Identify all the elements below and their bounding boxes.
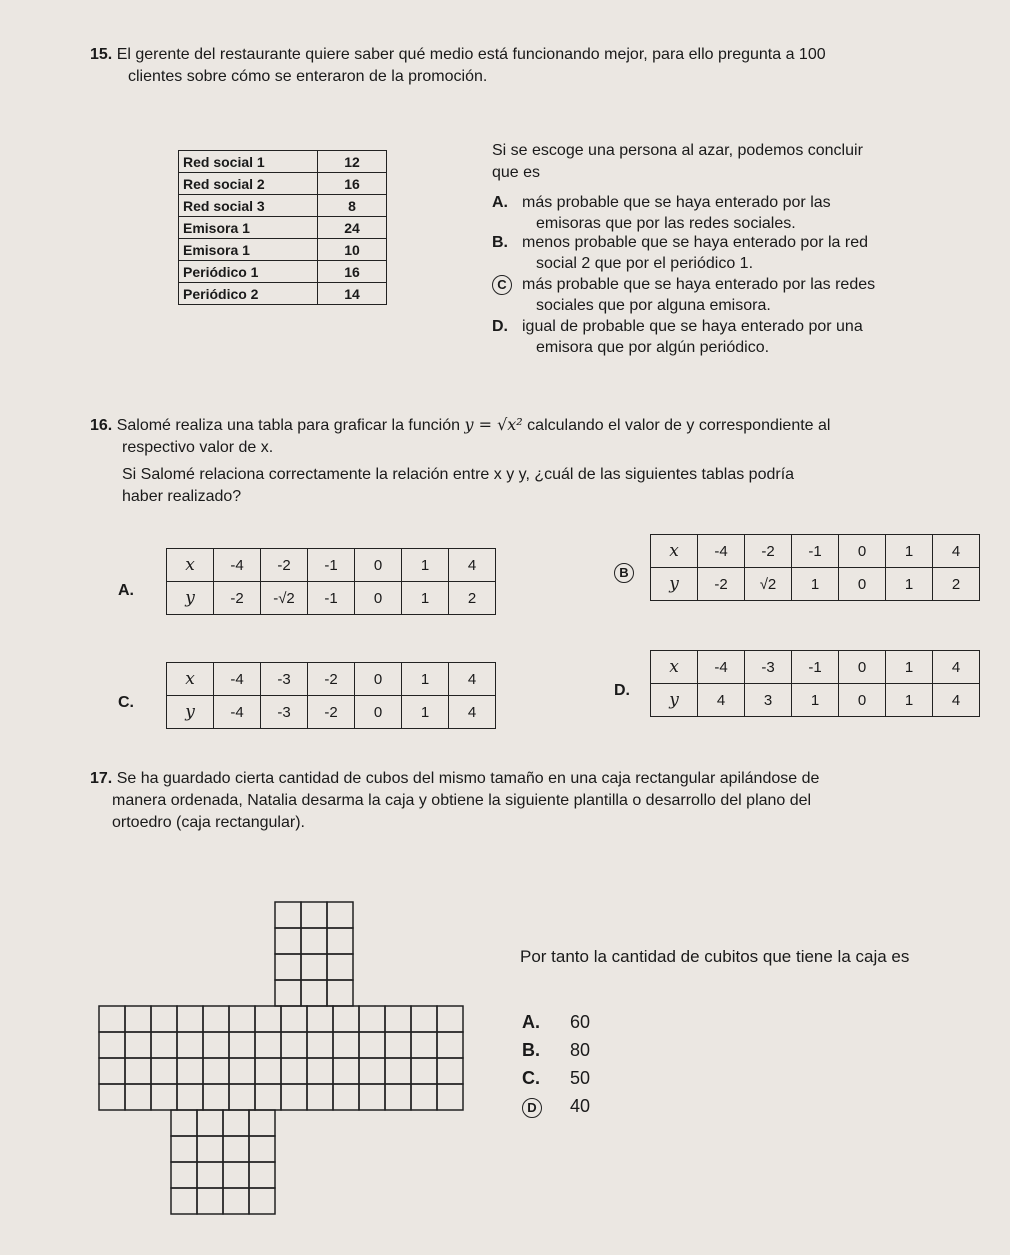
net-cell [249, 1136, 275, 1162]
q16-table-cell: y [167, 582, 214, 615]
q15-stem [492, 140, 932, 184]
net-cell [99, 1006, 125, 1032]
net-cell [275, 902, 301, 928]
net-cell [229, 1032, 255, 1058]
net-cell [281, 1058, 307, 1084]
q16-table-cell: 4 [933, 651, 980, 684]
q16-table-cell: -1 [792, 535, 839, 568]
q15-table-row [179, 151, 387, 173]
net-cell [301, 954, 327, 980]
q16-table-cell: 0 [839, 568, 886, 601]
net-cell [255, 1006, 281, 1032]
net-cell [151, 1084, 177, 1110]
q16-table-cell: 0 [839, 651, 886, 684]
q16-table-cell: 1 [792, 568, 839, 601]
q16-table-row-y [167, 582, 496, 615]
q16-table-cell: 4 [933, 535, 980, 568]
q16-text-line2: respectivo valor de x. [122, 439, 274, 456]
net-cell [301, 902, 327, 928]
net-cell [385, 1084, 411, 1110]
q15-table-row [179, 173, 387, 195]
q15-row-value: 14 [318, 283, 387, 305]
q15-row-value: 16 [318, 173, 387, 195]
q17-text-line1: Se ha guardado cierta cantidad de cubos del mismo tamaño en una caja rectangular apilándose de [116, 770, 820, 787]
q17-text-line3: ortoedro (caja rectangular). [112, 814, 305, 831]
q15-option-line2: social 2 que por el periódico 1. [536, 255, 754, 272]
q16-value-table [166, 662, 496, 729]
net-cell [249, 1110, 275, 1136]
q15-stem-line1: Si se escoge una persona al azar, podemos concluir [492, 142, 863, 159]
q16-table-cell: x [651, 651, 698, 684]
q16-number: 16. [90, 417, 113, 434]
net-cell [223, 1188, 249, 1214]
q16-option-letter-wrap[interactable] [614, 562, 634, 583]
q16-text-line3: Si Salomé relaciona correctamente la relación entre x y y, ¿cuál de las siguientes tablas podría [122, 466, 795, 483]
q16-table-cell: -4 [214, 663, 261, 696]
net-cell [125, 1058, 151, 1084]
q16-table-cell: -1 [308, 549, 355, 582]
q17-option-letter: A. [522, 1012, 540, 1032]
q17-stem: Por tanto la cantidad de cubitos que tiene la caja es [520, 947, 910, 966]
q16-table-row-y [651, 684, 980, 717]
q16-table-cell: 0 [355, 696, 402, 729]
q16-table-cell: 4 [449, 696, 496, 729]
q16-table-cell: -2 [745, 535, 792, 568]
net-cell [197, 1188, 223, 1214]
q16-table-cell: -√2 [261, 582, 308, 615]
net-cell [99, 1058, 125, 1084]
net-cell [281, 1084, 307, 1110]
net-cell [255, 1058, 281, 1084]
net-cell [333, 1032, 359, 1058]
net-cell [249, 1162, 275, 1188]
net-cell [171, 1162, 197, 1188]
q16-table-cell: y [167, 696, 214, 729]
q15-row-label: Red social 3 [179, 195, 318, 217]
q16-table-cell: 4 [449, 549, 496, 582]
net-cell [203, 1032, 229, 1058]
q15-row-value: 8 [318, 195, 387, 217]
net-cell [359, 1058, 385, 1084]
net-cell [411, 1032, 437, 1058]
q16-table-cell: -2 [308, 696, 355, 729]
net-cell [333, 1084, 359, 1110]
q15-row-label: Emisora 1 [179, 217, 318, 239]
q16-value-table [650, 534, 980, 601]
net-cell [307, 1032, 333, 1058]
q16-table-cell: x [167, 663, 214, 696]
q15-option-line1: igual de probable que se haya enterado por una [522, 318, 863, 335]
q16-table-cell: 4 [698, 684, 745, 717]
q15-row-label: Periódico 2 [179, 283, 318, 305]
q16-table-cell: 1 [402, 663, 449, 696]
net-cell [125, 1084, 151, 1110]
net-cell [223, 1162, 249, 1188]
q17-option[interactable] [522, 1012, 590, 1033]
q16-table-cell: 1 [402, 582, 449, 615]
q16-table-cell: -3 [261, 696, 308, 729]
q16-table-cell: √2 [745, 568, 792, 601]
q16-table-cell: -2 [261, 549, 308, 582]
net-cell [275, 980, 301, 1006]
q16-table-cell: 0 [355, 663, 402, 696]
q16-table-cell: x [651, 535, 698, 568]
q16-table-cell: 1 [402, 549, 449, 582]
net-cell [125, 1006, 151, 1032]
net-cell [301, 980, 327, 1006]
q15-option-line1: más probable que se haya enterado por las [522, 194, 831, 211]
q16-value-table [166, 548, 496, 615]
q15-row-label: Periódico 1 [179, 261, 318, 283]
net-cell [203, 1006, 229, 1032]
q17-option-letter: B. [522, 1040, 540, 1060]
net-cell [249, 1188, 275, 1214]
q16-table-cell: -4 [214, 696, 261, 729]
q15-table-row [179, 283, 387, 305]
net-cell [327, 902, 353, 928]
q15-table-row [179, 195, 387, 217]
q16-table-cell: 1 [886, 568, 933, 601]
q16-table-row-y [651, 568, 980, 601]
q15-number: 15. [90, 46, 113, 63]
q16-table-cell: -2 [308, 663, 355, 696]
q16-table-row-x [167, 549, 496, 582]
q16-text-line1a: Salomé realiza una tabla para graficar la función [116, 417, 461, 434]
q16-table-cell: -2 [698, 568, 745, 601]
net-cell [125, 1032, 151, 1058]
net-cell [197, 1136, 223, 1162]
q16-table-cell: 4 [933, 684, 980, 717]
net-cell [229, 1084, 255, 1110]
q16-table-cell: 1 [886, 651, 933, 684]
q15-option[interactable] [492, 274, 932, 316]
q15-option-letter: A. [492, 194, 508, 211]
net-cell [307, 1058, 333, 1084]
net-cell [197, 1162, 223, 1188]
q16-option-letter-wrap[interactable] [614, 680, 630, 701]
q16-table-cell: 1 [402, 696, 449, 729]
q15-row-value: 10 [318, 239, 387, 261]
q15-option-line2: sociales que por alguna emisora. [536, 297, 771, 314]
q17-option-value: 60 [570, 1012, 591, 1032]
net-cell [177, 1084, 203, 1110]
net-cell [359, 1084, 385, 1110]
q17-text-line2: manera ordenada, Natalia desarma la caja y obtiene la siguiente plantilla o desarrollo del plano del [112, 792, 812, 809]
net-cell [411, 1058, 437, 1084]
q15-option-letter: B. [492, 234, 508, 251]
q17-option-letter: C. [522, 1068, 540, 1088]
net-cell [327, 928, 353, 954]
net-cell [281, 1006, 307, 1032]
q17-option-value: 50 [570, 1068, 591, 1088]
net-cell [223, 1136, 249, 1162]
q15-row-value: 24 [318, 217, 387, 239]
q17-option[interactable] [522, 1096, 590, 1118]
net-cell [151, 1058, 177, 1084]
q16-option-letter: C. [118, 694, 134, 711]
q15-option-letter: D. [492, 318, 508, 335]
q15-row-value: 16 [318, 261, 387, 283]
q16-table-cell: -1 [308, 582, 355, 615]
net-cell [275, 928, 301, 954]
q15-option-line1: más probable que se haya enterado por las redes [522, 276, 876, 293]
net-cell [411, 1084, 437, 1110]
net-cell [151, 1032, 177, 1058]
q16-table-cell: -4 [698, 651, 745, 684]
net-cell [333, 1006, 359, 1032]
net-cell [171, 1188, 197, 1214]
net-cell [301, 928, 327, 954]
q15-table-row [179, 217, 387, 239]
net-cell [177, 1058, 203, 1084]
net-cell [229, 1006, 255, 1032]
q16-table-cell: -1 [792, 651, 839, 684]
q16-text-line4: haber realizado? [122, 488, 242, 505]
q15-option[interactable] [492, 316, 932, 358]
q16-question [122, 464, 982, 508]
q16-table-row-x [651, 651, 980, 684]
q16-table-cell: y [651, 684, 698, 717]
net-cell [281, 1032, 307, 1058]
q15-text-line2: clientes sobre cómo se enteraron de la promoción. [128, 68, 488, 85]
q15-option[interactable] [492, 232, 932, 274]
q15-table [178, 150, 387, 305]
q15-table-row [179, 261, 387, 283]
net-cell [171, 1110, 197, 1136]
q15-option-letter: C [492, 275, 512, 295]
net-cell [359, 1006, 385, 1032]
q16-table-cell: 0 [355, 582, 402, 615]
q16-table-cell: 2 [933, 568, 980, 601]
q16-table-row-x [167, 663, 496, 696]
q16-table-cell: 2 [449, 582, 496, 615]
q16-statement [90, 414, 970, 459]
box-net-diagram [95, 898, 465, 1228]
net-cell [99, 1032, 125, 1058]
net-cell [307, 1084, 333, 1110]
q16-table-cell: 3 [745, 684, 792, 717]
net-cell [229, 1058, 255, 1084]
q16-function: y = √x² [464, 415, 523, 434]
net-cell [385, 1032, 411, 1058]
net-cell [177, 1032, 203, 1058]
net-cell [151, 1006, 177, 1032]
net-cell [437, 1006, 463, 1032]
q16-table-cell: 0 [839, 535, 886, 568]
net-cell [411, 1006, 437, 1032]
net-cell [385, 1058, 411, 1084]
q16-option-letter: D. [614, 682, 630, 699]
q16-option-letter-wrap[interactable] [118, 580, 134, 601]
q17-option[interactable] [522, 1040, 590, 1061]
q16-table-cell: 1 [886, 684, 933, 717]
q15-row-label: Red social 2 [179, 173, 318, 195]
q16-text-line1b: calculando el valor de y correspondiente al [527, 417, 831, 434]
net-cell [359, 1032, 385, 1058]
q15-option-line2: emisoras que por las redes sociales. [536, 215, 796, 232]
q15-table-row [179, 239, 387, 261]
q15-row-value: 12 [318, 151, 387, 173]
q15-stem-line2: que es [492, 164, 541, 181]
q15-row-label: Red social 1 [179, 151, 318, 173]
q17-option[interactable] [522, 1068, 590, 1089]
net-cell [385, 1006, 411, 1032]
net-cell [203, 1058, 229, 1084]
net-cell [255, 1032, 281, 1058]
q15-option[interactable] [492, 192, 932, 234]
q17-number: 17. [90, 770, 113, 787]
q16-table-row-x [651, 535, 980, 568]
net-cell [307, 1006, 333, 1032]
net-cell [197, 1110, 223, 1136]
net-cell [171, 1136, 197, 1162]
q16-table-cell: 1 [886, 535, 933, 568]
net-cell [255, 1084, 281, 1110]
net-cell [437, 1058, 463, 1084]
net-cell [437, 1084, 463, 1110]
q16-table-cell: -4 [214, 549, 261, 582]
net-cell [327, 980, 353, 1006]
q16-table-cell: x [167, 549, 214, 582]
q16-option-letter: B [614, 563, 634, 583]
q16-table-cell: -3 [261, 663, 308, 696]
q15-statement [90, 44, 970, 88]
net-cell [99, 1084, 125, 1110]
q15-option-line1: menos probable que se haya enterado por la red [522, 234, 869, 251]
q16-value-table [650, 650, 980, 717]
q16-table-cell: y [651, 568, 698, 601]
q17-option-letter: D [522, 1098, 542, 1118]
net-cell [327, 954, 353, 980]
q17-option-value: 80 [570, 1040, 591, 1060]
net-cell [177, 1006, 203, 1032]
net-cell [223, 1110, 249, 1136]
q16-table-cell: 1 [792, 684, 839, 717]
q17-option-value: 40 [570, 1096, 591, 1116]
q15-row-label: Emisora 1 [179, 239, 318, 261]
q16-table-cell: -4 [698, 535, 745, 568]
q16-table-cell: -2 [214, 582, 261, 615]
net-cell [203, 1084, 229, 1110]
net-cell [333, 1058, 359, 1084]
q16-table-cell: -3 [745, 651, 792, 684]
q17-statement [90, 768, 980, 834]
q16-table-cell: 4 [449, 663, 496, 696]
q16-option-letter: A. [118, 582, 134, 599]
q16-table-cell: 0 [355, 549, 402, 582]
net-cell [275, 954, 301, 980]
q16-table-cell: 0 [839, 684, 886, 717]
q15-text-line1: El gerente del restaurante quiere saber qué medio está funcionando mejor, para ello pregunta a 100 [116, 46, 826, 63]
net-cell [437, 1032, 463, 1058]
q15-option-line2: emisora que por algún periódico. [536, 339, 770, 356]
q16-option-letter-wrap[interactable] [118, 692, 134, 713]
q16-table-row-y [167, 696, 496, 729]
